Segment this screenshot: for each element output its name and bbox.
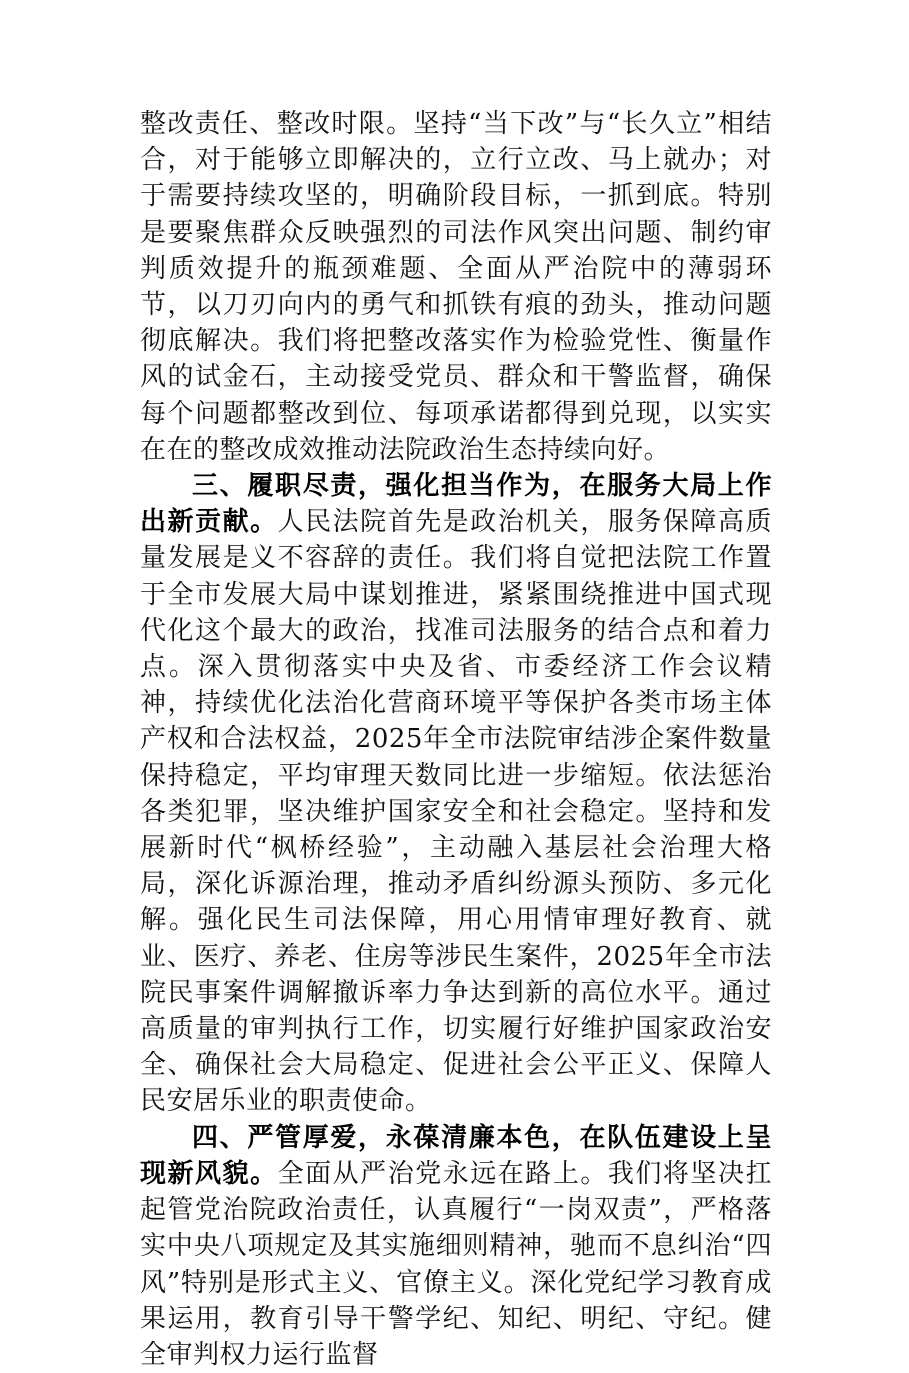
paragraph-text: 整改责任、整改时限。坚持“当下改”与“长久立”相结合，对于能够立即解决的，立行立改、马上就办；对于需要持续攻坚的，明确阶段目标，一抓到底。特别是要聚焦群众反映强烈的司法作风突出问题、制约审判质效提升的瓶颈难题、全面从严治院中的薄弱环节，以刀刃向内的勇气和抓铁有痕的劲头，推动问题彻底解决。我们将把整改落实作为检验党性、衡量作风的试金石，主动接受党员、群众和干警监督，确保每个问题都整改到位、每项承诺都得到兑现，以实实在在的整改成效推动法院政治生态持续向好。 — [140, 109, 772, 465]
paragraph-section-four — [140, 1120, 772, 1373]
section-heading-four: 四、严管厚爱，永葆清廉本色，在队伍建设上呈现新风貌。 — [140, 1122, 772, 1189]
document-body — [140, 106, 772, 1373]
section-heading-three: 三、履职尽责，强化担当作为，在服务大局上作出新贡献。 — [140, 471, 772, 538]
paragraph-section-three — [140, 468, 772, 1120]
paragraph-text: 全面从严治党永远在路上。我们将坚决扛起管党治院政治责任，认真履行“一岗双责”，严格落实中央八项规定及其实施细则精神，驰而不息纠治“四风”特别是形式主义、官僚主义。深化党纪学习教育成果运用，教育引导干警学纪、知纪、明纪、守纪。健全审判权力运行监督 — [140, 1158, 772, 1370]
paragraph-text: 人民法院首先是政治机关，服务保障高质量发展是义不容辞的责任。我们将自觉把法院工作置于全市发展大局中谋划推进，紧紧围绕推进中国式现代化这个最大的政治，找准司法服务的结合点和着力点。深入贯彻落实中央及省、市委经济工作会议精神，持续优化法治化营商环境平等保护各类市场主体产权和合法权益，2025年全市法院审结涉企案件数量保持稳定，平均审理天数同比进一步缩短。依法惩治各类犯罪，坚决维护国家安全和社会稳定。坚持和发展新时代“枫桥经验”，主动融入基层社会治理大格局，深化诉源治理，推动矛盾纠纷源头预防、多元化解。强化民生司法保障，用心用情审理好教育、就业、医疗、养老、住房等涉民生案件，2025年全市法院民事案件调解撤诉率力争达到新的高位水平。通过高质量的审判执行工作，切实履行好维护国家政治安全、确保社会大局稳定、促进社会公平正义、保障人民安居乐业的职责使命。 — [140, 507, 772, 1117]
paragraph-continued — [140, 106, 772, 468]
